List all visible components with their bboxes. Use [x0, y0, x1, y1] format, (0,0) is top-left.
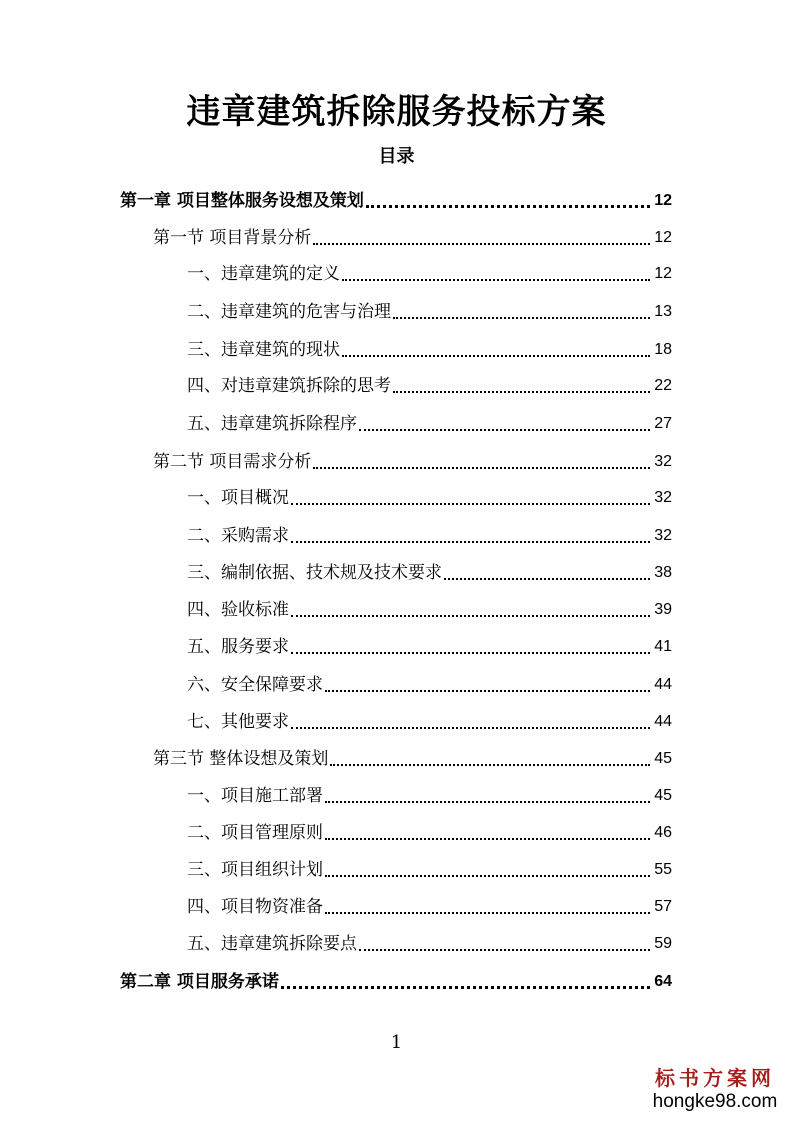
toc-entry-label: 第三节 整体设想及策划 — [153, 749, 329, 769]
toc-entry-label: 第二章 项目服务承诺 — [120, 972, 279, 992]
toc-entry-label: 五、服务要求 — [187, 637, 289, 657]
toc-entry-page: 39 — [654, 601, 672, 618]
toc-entry-label: 一、项目施工部署 — [187, 786, 323, 806]
toc-entry-item[interactable] — [187, 554, 672, 588]
toc-entry-page: 32 — [654, 453, 672, 470]
toc-entry-page: 45 — [654, 750, 672, 767]
toc-entry-item[interactable] — [187, 367, 672, 401]
toc-entry-item[interactable] — [187, 405, 672, 439]
toc-entry-label: 五、违章建筑拆除程序 — [187, 414, 357, 434]
dot-leader — [359, 429, 650, 431]
toc-entry-label: 六、安全保障要求 — [187, 675, 323, 695]
toc-entry-label: 二、采购需求 — [187, 526, 289, 546]
toc-entry-page: 64 — [654, 973, 672, 990]
toc-entry-item[interactable] — [187, 703, 672, 737]
toc-entry-label: 三、编制依据、技术规及技术要求 — [187, 563, 442, 583]
toc-entry-item[interactable] — [187, 591, 672, 625]
toc-entry-label: 二、违章建筑的危害与治理 — [187, 302, 391, 322]
dot-leader — [444, 578, 650, 580]
toc-entry-page: 12 — [654, 265, 672, 282]
toc-entry-item[interactable] — [187, 479, 672, 513]
dot-leader — [291, 615, 650, 617]
toc-entry-page: 22 — [654, 377, 672, 394]
dot-leader — [291, 652, 650, 654]
toc-entry-label: 三、项目组织计划 — [187, 860, 323, 880]
toc-entry-item[interactable] — [187, 777, 672, 811]
toc-entry-section[interactable] — [153, 740, 672, 774]
toc-entry-chapter-2[interactable] — [120, 963, 672, 997]
toc-entry-label: 四、验收标准 — [187, 600, 289, 620]
toc-entry-page: 57 — [654, 898, 672, 915]
toc-entry-label: 第一节 项目背景分析 — [153, 228, 312, 248]
dot-leader — [325, 838, 650, 840]
toc-entry-page: 38 — [654, 564, 672, 581]
toc-entry-label: 七、其他要求 — [187, 712, 289, 732]
toc-entry-label: 一、违章建筑的定义 — [187, 264, 340, 284]
dot-leader — [325, 912, 650, 914]
toc-heading: 目录 — [378, 146, 415, 167]
toc-entry-page: 27 — [654, 415, 672, 432]
watermark-cn: 标书方案网 — [655, 1066, 775, 1090]
dot-leader — [330, 764, 650, 766]
toc-entry-page: 18 — [654, 341, 672, 358]
toc-entry-section[interactable] — [153, 219, 672, 253]
toc-entry-page: 55 — [654, 861, 672, 878]
toc-entry-item[interactable] — [187, 293, 672, 327]
watermark-logo — [640, 1066, 790, 1114]
watermark-url: hongke98.com — [652, 1091, 778, 1112]
dot-leader — [325, 875, 650, 877]
document-title: 违章建筑拆除服务投标方案 — [186, 92, 607, 132]
toc-entry-page: 41 — [654, 638, 672, 655]
dot-leader — [281, 986, 650, 989]
toc-entry-label: 三、违章建筑的现状 — [187, 340, 340, 360]
toc-entry-page: 44 — [654, 676, 672, 693]
toc-entry-page: 32 — [654, 527, 672, 544]
dot-leader — [325, 801, 650, 803]
dot-leader — [393, 391, 650, 393]
dot-leader — [359, 949, 650, 951]
toc-entry-page: 44 — [654, 713, 672, 730]
toc-entry-page: 12 — [654, 192, 672, 209]
dot-leader — [291, 727, 650, 729]
toc-entry-page: 13 — [654, 303, 672, 320]
toc-entry-page: 59 — [654, 935, 672, 952]
toc-entry-page: 12 — [654, 229, 672, 246]
toc-entry-label: 第一章 项目整体服务设想及策划 — [120, 191, 364, 211]
toc-entry-item[interactable] — [187, 851, 672, 885]
toc-entry-label: 五、违章建筑拆除要点 — [187, 934, 357, 954]
toc-entry-item[interactable] — [187, 888, 672, 922]
toc-entry-item[interactable] — [187, 628, 672, 662]
page-number: 1 — [390, 1032, 403, 1053]
dot-leader — [291, 503, 650, 505]
toc-entry-item[interactable] — [187, 666, 672, 700]
toc-entry-label: 二、项目管理原则 — [187, 823, 323, 843]
toc-entry-section[interactable] — [153, 443, 672, 477]
toc-entry-label: 一、项目概况 — [187, 488, 289, 508]
dot-leader — [313, 243, 650, 245]
toc-entry-label: 第二节 项目需求分析 — [153, 452, 312, 472]
dot-leader — [325, 690, 650, 692]
toc-entry-page: 32 — [654, 489, 672, 506]
dot-leader — [366, 205, 650, 208]
dot-leader — [313, 467, 650, 469]
dot-leader — [342, 279, 650, 281]
dot-leader — [291, 541, 650, 543]
dot-leader — [342, 355, 650, 357]
toc-entry-item[interactable] — [187, 517, 672, 551]
dot-leader — [393, 317, 650, 319]
toc-entry-item[interactable] — [187, 814, 672, 848]
toc-entry-label: 四、项目物资准备 — [187, 897, 323, 917]
toc-entry-chapter-1[interactable] — [120, 182, 672, 216]
toc-entry-item[interactable] — [187, 331, 672, 365]
toc-entry-item[interactable] — [187, 255, 672, 289]
toc-entry-item[interactable] — [187, 925, 672, 959]
toc-entry-page: 45 — [654, 787, 672, 804]
toc-entry-page: 46 — [654, 824, 672, 841]
toc-entry-label: 四、对违章建筑拆除的思考 — [187, 376, 391, 396]
